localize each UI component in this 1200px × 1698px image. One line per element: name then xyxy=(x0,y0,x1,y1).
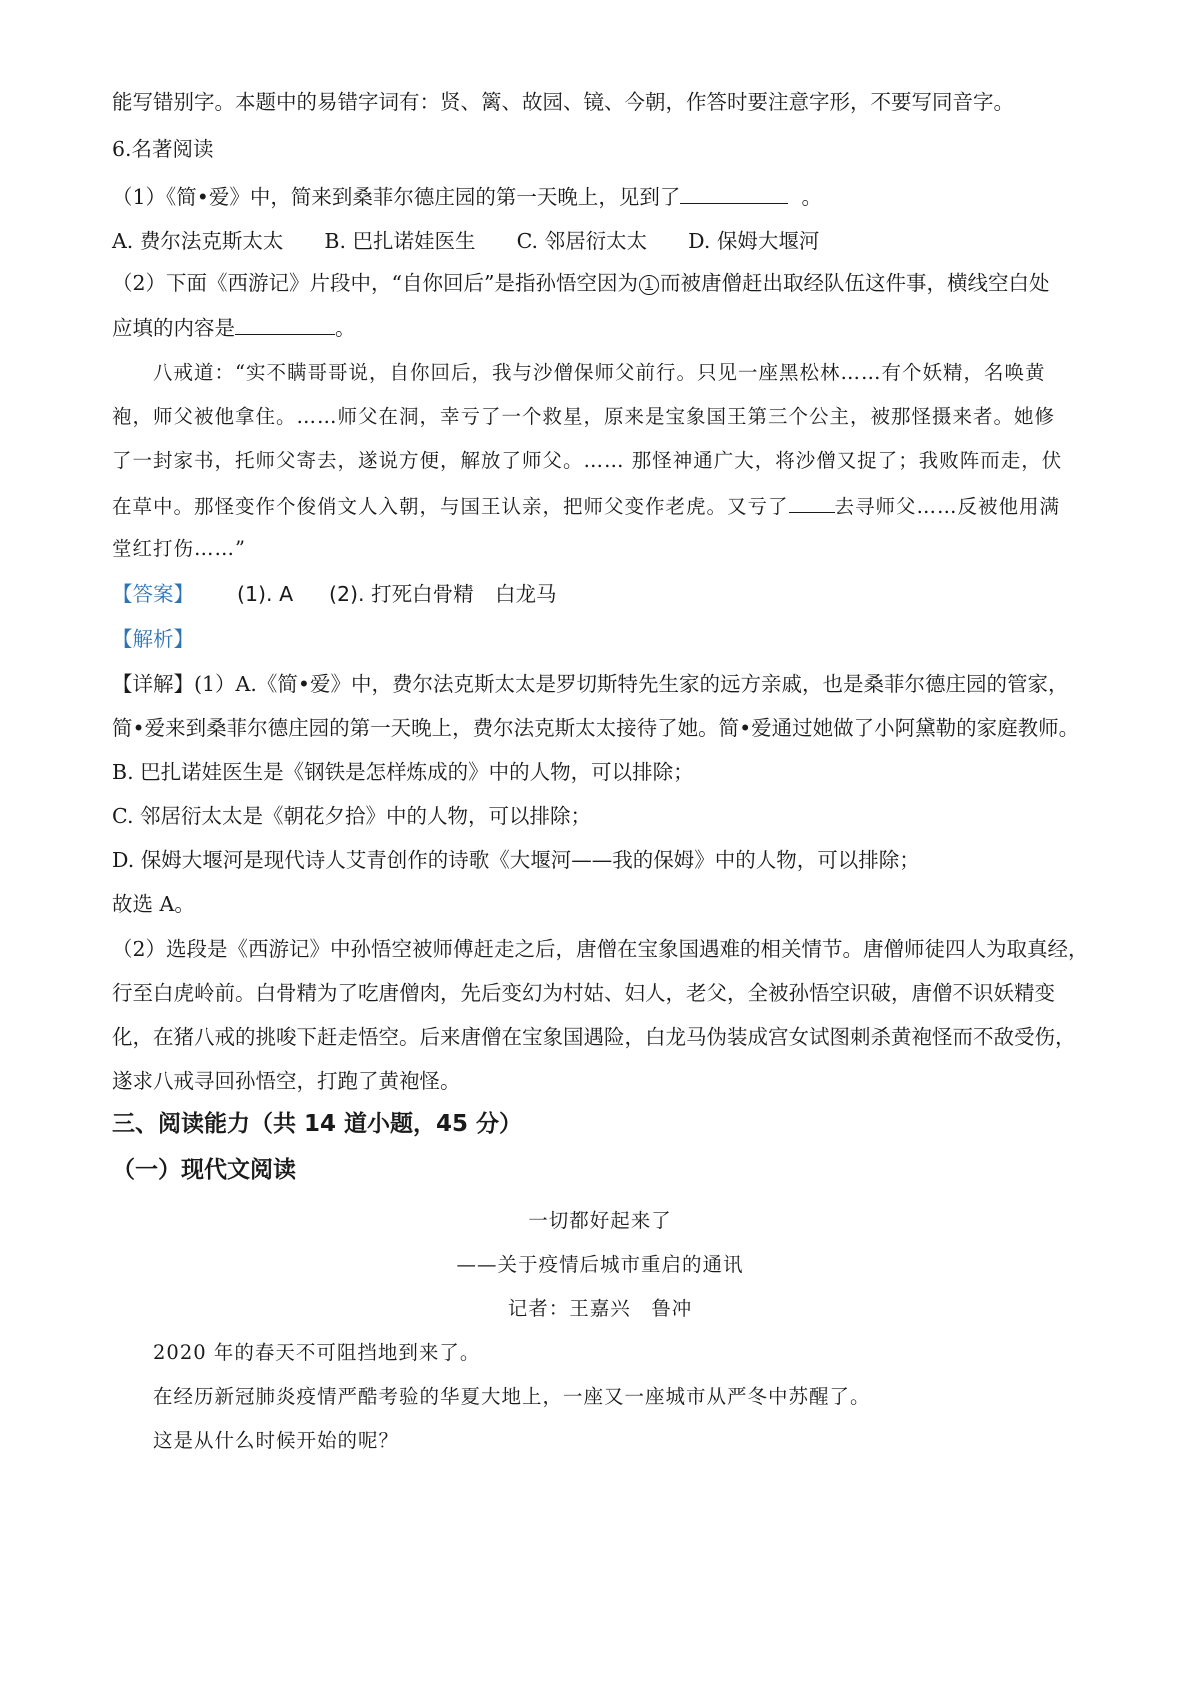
question-text: 而被唐僧赶出取经队伍这件事，横线空白处 xyxy=(660,271,1050,295)
option-d: D. 保姆大堰河 xyxy=(688,229,820,253)
detail-line: 【详解】(1）A.《简•爱》中，费尔法克斯太太是罗切斯特先生家的远方亲戚，也是桑菲尔德庄园的管家， xyxy=(112,672,1069,696)
question-text: 。 xyxy=(335,316,356,340)
article-paragraph: 这是从什么时候开始的呢？ xyxy=(153,1429,400,1452)
article-paragraph: 在经历新冠肺炎疫情严酷考验的华夏大地上，一座又一座城市从严冬中苏醒了。 xyxy=(153,1385,871,1408)
text-line: 能写错别字。本题中的易错字词有：贤、篱、故园、镜、今朝，作答时要注意字形，不要写同音字。 xyxy=(112,90,1014,114)
answer-label: 【答案】 xyxy=(112,582,194,606)
passage-line: 八戒道：“实不瞒哥哥说，自你回后，我与沙僧保师父前行。只见一座黑松林……有个妖精，名唤黄 xyxy=(153,361,1046,384)
question-line xyxy=(112,268,1050,298)
detail-line: 行至白虎岭前。白骨精为了吃唐僧肉，先后变幻为村姑、妇人，老父，全被孙悟空识破，唐僧不识妖精变 xyxy=(112,981,1055,1005)
answer-blank xyxy=(680,181,788,204)
article-title: 一切都好起来了 xyxy=(528,1209,672,1232)
passage-line: 堂红打伤……” xyxy=(112,537,246,560)
question-text: （1）《简•爱》中，简来到桑菲尔德庄园的第一天晚上，见到了 xyxy=(112,185,681,209)
article-paragraph: 2020 年的春天不可阻挡地到来了。 xyxy=(153,1341,481,1364)
detail-line: （2）选段是《西游记》中孙悟空被师傅赶走之后，唐僧在宝象国遇难的相关情节。唐僧师徒四人为取真经， xyxy=(112,937,1089,961)
passage-line xyxy=(112,490,1060,522)
answer-2: (2). 打死白骨精 xyxy=(329,582,474,606)
question-line xyxy=(112,312,356,343)
article-subtitle: ——关于疫情后城市重启的通讯 xyxy=(456,1253,744,1276)
analysis-label: 【解析】 xyxy=(112,627,194,651)
detail-line: D. 保姆大堰河是现代诗人艾青创作的诗歌《大堰河——我的保姆》中的人物，可以排除； xyxy=(112,848,920,872)
answer-1: (1). A xyxy=(237,582,294,606)
answer-blank xyxy=(235,312,335,335)
answer-blank xyxy=(789,490,835,513)
question-text: 。 xyxy=(801,185,822,209)
passage-text: 去寻师父……反被他用满 xyxy=(834,495,1061,518)
options-line xyxy=(112,226,819,256)
detail-line: 化，在猪八戒的挑唆下赶走悟空。后来唐僧在宝象国遇险，白龙马伪装成宫女试图刺杀黄袍怪而不敌受伤， xyxy=(112,1025,1076,1049)
detail-line: C. 邻居衍太太是《朝花夕拾》中的人物，可以排除； xyxy=(112,804,591,828)
passage-line: 了一封家书，托师父寄去，遂说方便，解放了师父。…… 那怪神通广大，将沙僧又捉了；我败阵而走，伏 xyxy=(112,449,1063,472)
answer-3: 白龙马 xyxy=(495,582,557,606)
option-c: C. 邻居衍太太 xyxy=(516,229,648,253)
question-text: 应填的内容是 xyxy=(112,316,235,340)
detail-line: B. 巴扎诺娃医生是《钢铁是怎样炼成的》中的人物，可以排除； xyxy=(112,760,694,784)
circled-number: 1 xyxy=(639,275,659,295)
option-b: B. 巴扎诺娃医生 xyxy=(324,229,476,253)
detail-line: 简•爱来到桑菲尔德庄园的第一天晚上，费尔法克斯太太接待了她。简•爱通过她做了小阿黛勒的家庭教师。 xyxy=(112,716,1080,740)
question-text: （2）下面《西游记》片段中，“自你回后”是指孙悟空因为 xyxy=(112,271,639,295)
answer-line xyxy=(112,579,557,609)
option-a: A. 费尔法克斯太太 xyxy=(112,229,284,253)
detail-line: 故选 A。 xyxy=(112,892,195,916)
detail-line: 遂求八戒寻回孙悟空，打跑了黄袍怪。 xyxy=(112,1069,461,1093)
section-heading: 三、阅读能力（共 14 道小题，45 分） xyxy=(112,1111,523,1137)
passage-line: 袍，师父被他拿住。……师父在洞，幸亏了一个救星，原来是宝象国王第三个公主，被那怪摄来者。她修 xyxy=(112,405,1056,428)
passage-text: 在草中。那怪变作个俊俏文人入朝，与国王认亲，把师父变作老虎。又亏了 xyxy=(112,495,789,518)
question-title: 6.名著阅读 xyxy=(112,137,214,161)
article-byline: 记者：王嘉兴 鲁冲 xyxy=(507,1297,693,1320)
subsection-heading: （一）现代文阅读 xyxy=(112,1157,296,1183)
question-line xyxy=(112,181,822,212)
